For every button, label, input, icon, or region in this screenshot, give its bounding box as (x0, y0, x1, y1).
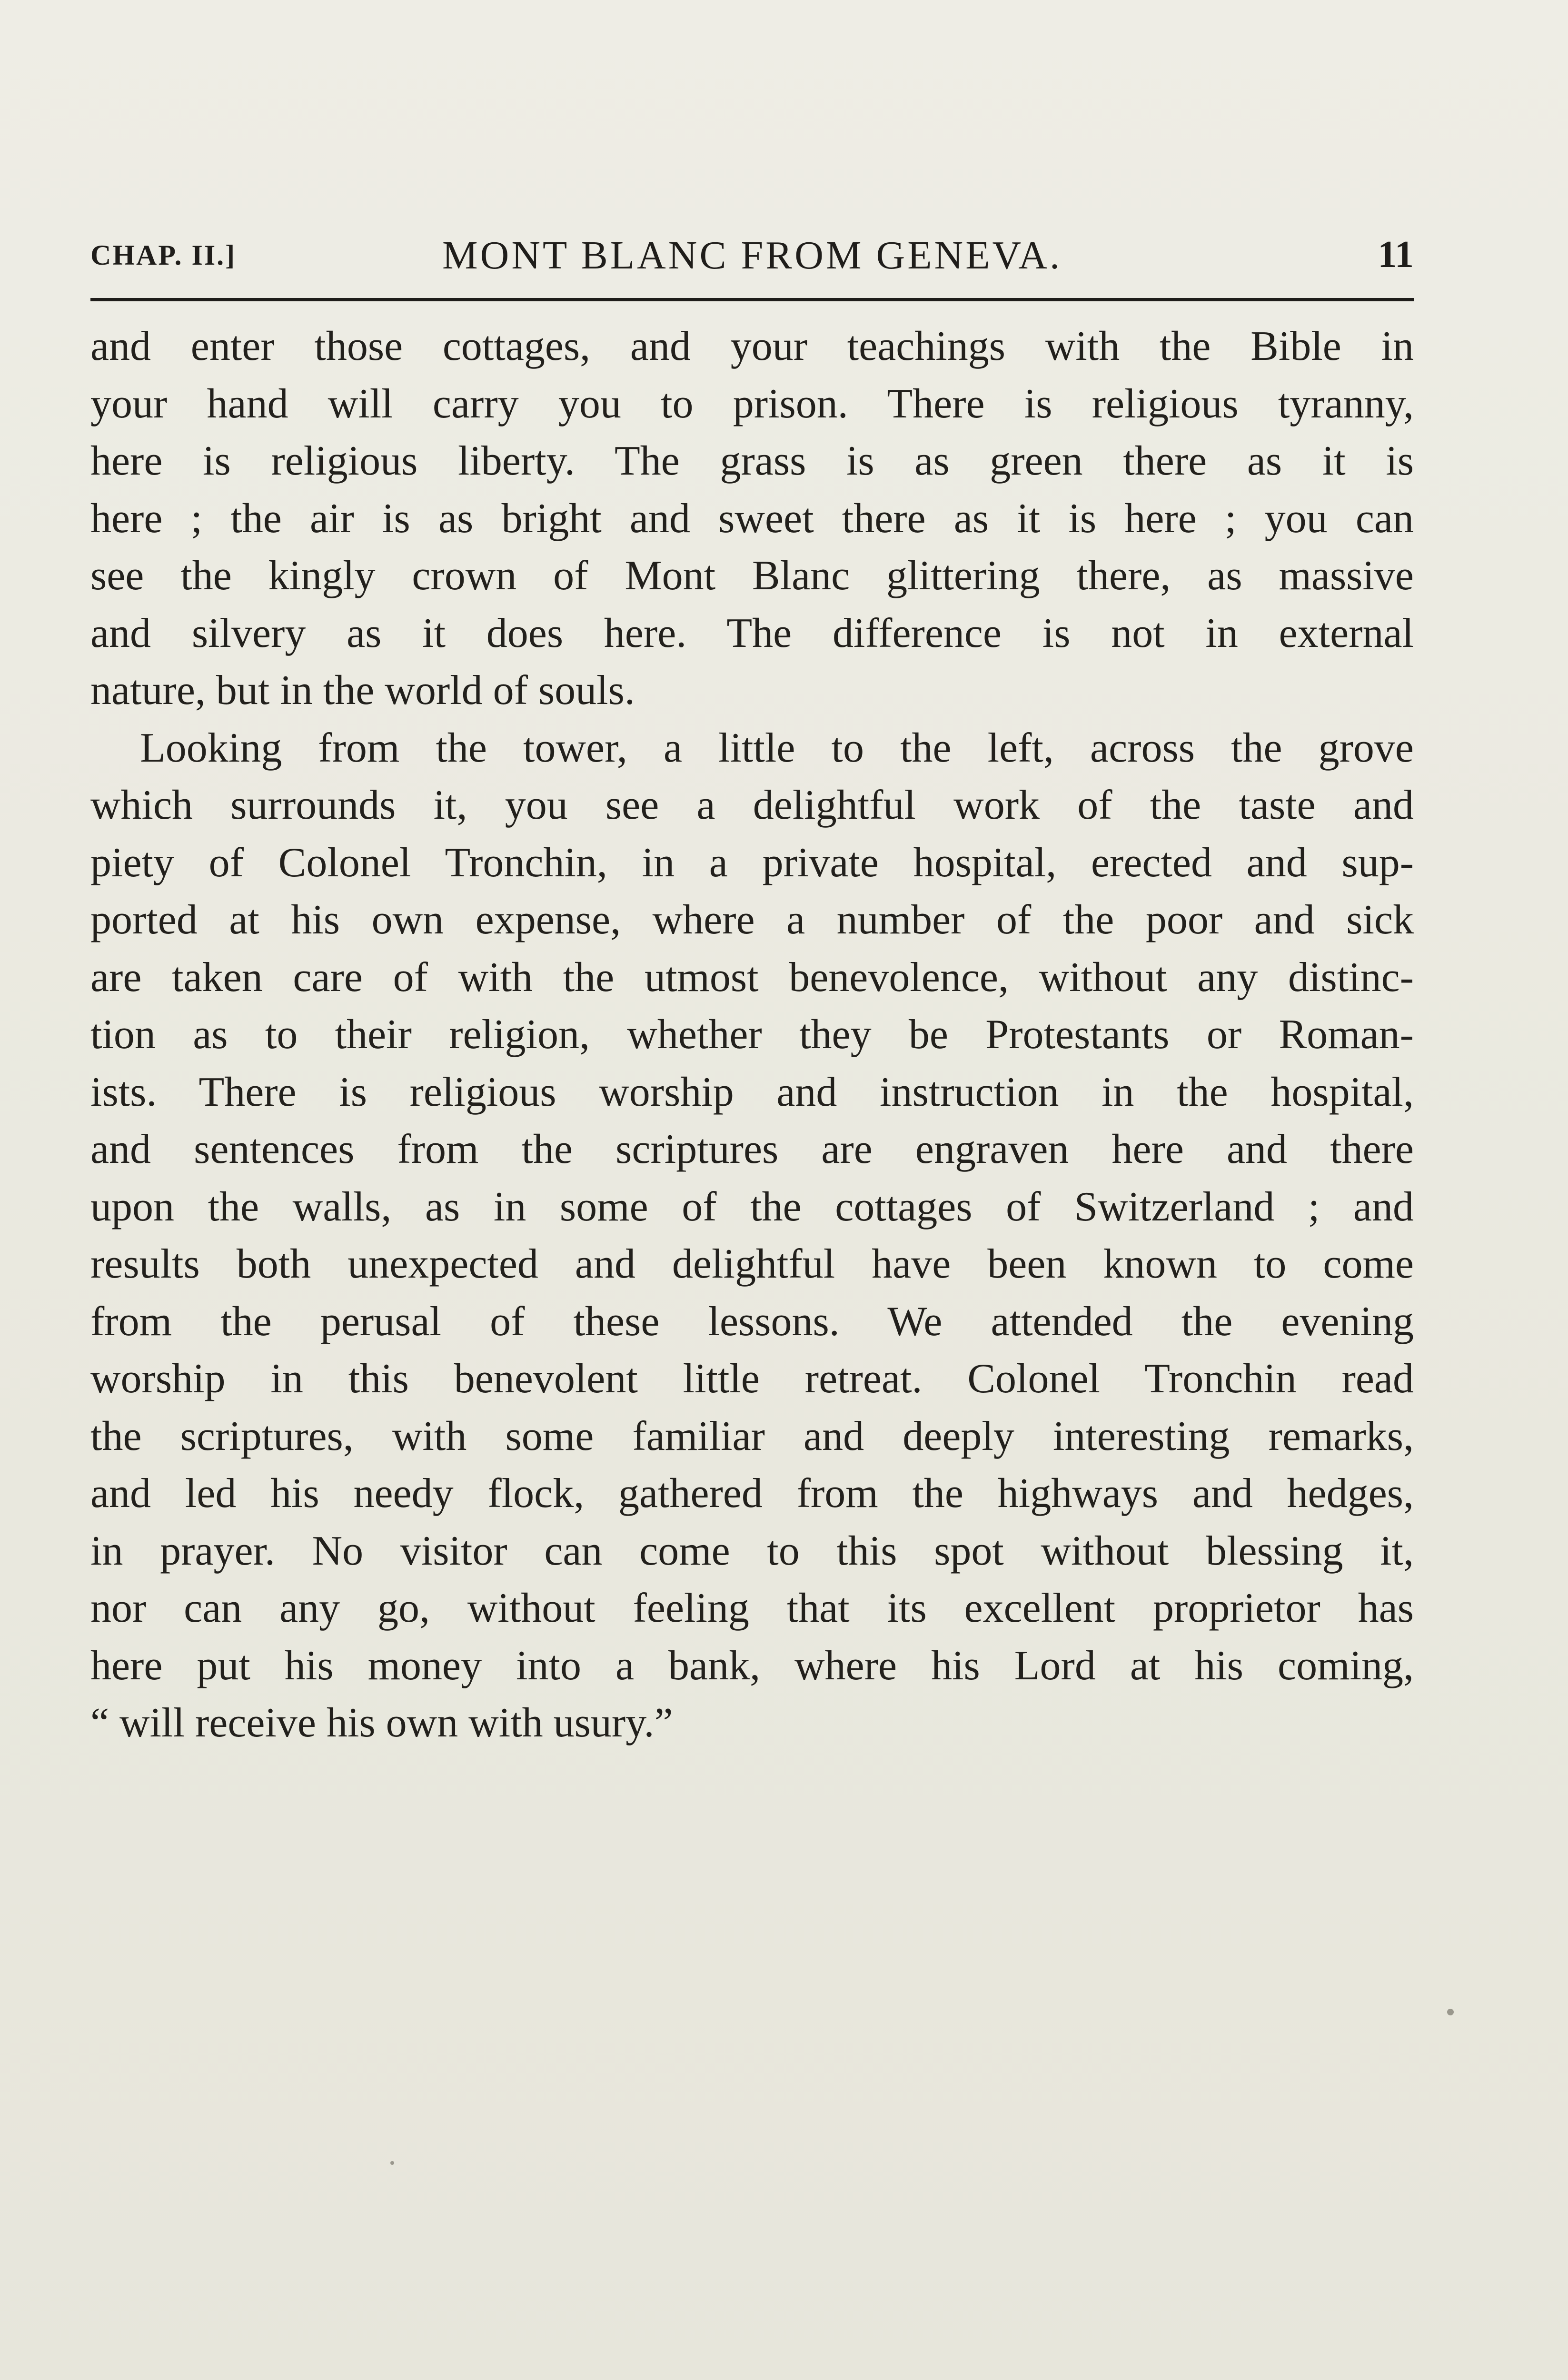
chapter-marker: CHAP. II.] (90, 239, 237, 271)
body-text (90, 318, 1414, 1752)
text-line: the scriptures, with some familiar and deeply interesting remarks, (90, 1413, 1414, 1459)
text-line: nor can any go, without feeling that its excellent proprietor has (90, 1585, 1414, 1631)
paragraph-1 (90, 318, 1414, 720)
paper-speck (1447, 2009, 1454, 2015)
text-line: which surrounds it, you see a delightful work of the taste and (90, 782, 1414, 828)
text-line: tion as to their religion, whether they be Protestants or Roman- (90, 1012, 1414, 1058)
text-line: piety of Colonel Tronchin, in a private hospital, erected and sup- (90, 839, 1414, 886)
text-line: here put his money into a bank, where his Lord at his coming, (90, 1642, 1414, 1689)
text-line: nature, but in the world of souls. (90, 667, 635, 714)
text-line: and sentences from the scriptures are engraven here and there (90, 1126, 1414, 1172)
paper-speck (390, 2161, 394, 2165)
running-header (90, 232, 1414, 278)
text-line: are taken care of with the utmost benevolence, without any distinc- (90, 954, 1414, 1001)
text-line: Looking from the tower, a little to the left, across the grove (140, 724, 1414, 771)
header-rule (90, 298, 1414, 301)
text-line: worship in this benevolent little retreat. Colonel Tronchin read (90, 1356, 1414, 1402)
text-line: and enter those cottages, and your teachings with the Bible in (90, 323, 1414, 369)
paragraph-2 (90, 720, 1414, 1752)
text-line: ported at his own expense, where a number of the poor and sick (90, 897, 1414, 943)
text-line: here ; the air is as bright and sweet there as it is here ; you can (90, 495, 1414, 542)
text-line: and led his needy flock, gathered from the highways and hedges, (90, 1470, 1414, 1517)
text-line: your hand will carry you to prison. There is religious tyranny, (90, 380, 1414, 427)
page-number: 11 (1378, 234, 1414, 276)
running-title: MONT BLANC FROM GENEVA. (442, 233, 1062, 278)
text-line: upon the walls, as in some of the cottages of Switzerland ; and (90, 1183, 1414, 1230)
text-line: see the kingly crown of Mont Blanc glittering there, as massive (90, 553, 1414, 599)
text-line: here is religious liberty. The grass is as green there as it is (90, 438, 1414, 484)
text-line: in prayer. No visitor can come to this spot without blessing it, (90, 1527, 1414, 1574)
text-line: “ will receive his own with usury.” (90, 1700, 673, 1746)
text-line: results both unexpected and delightful have been known to come (90, 1241, 1414, 1287)
text-line: and silvery as it does here. The difference is not in external (90, 610, 1414, 656)
text-line: from the perusal of these lessons. We attended the evening (90, 1298, 1414, 1345)
text-line: ists. There is religious worship and instruction in the hospital, (90, 1069, 1414, 1115)
